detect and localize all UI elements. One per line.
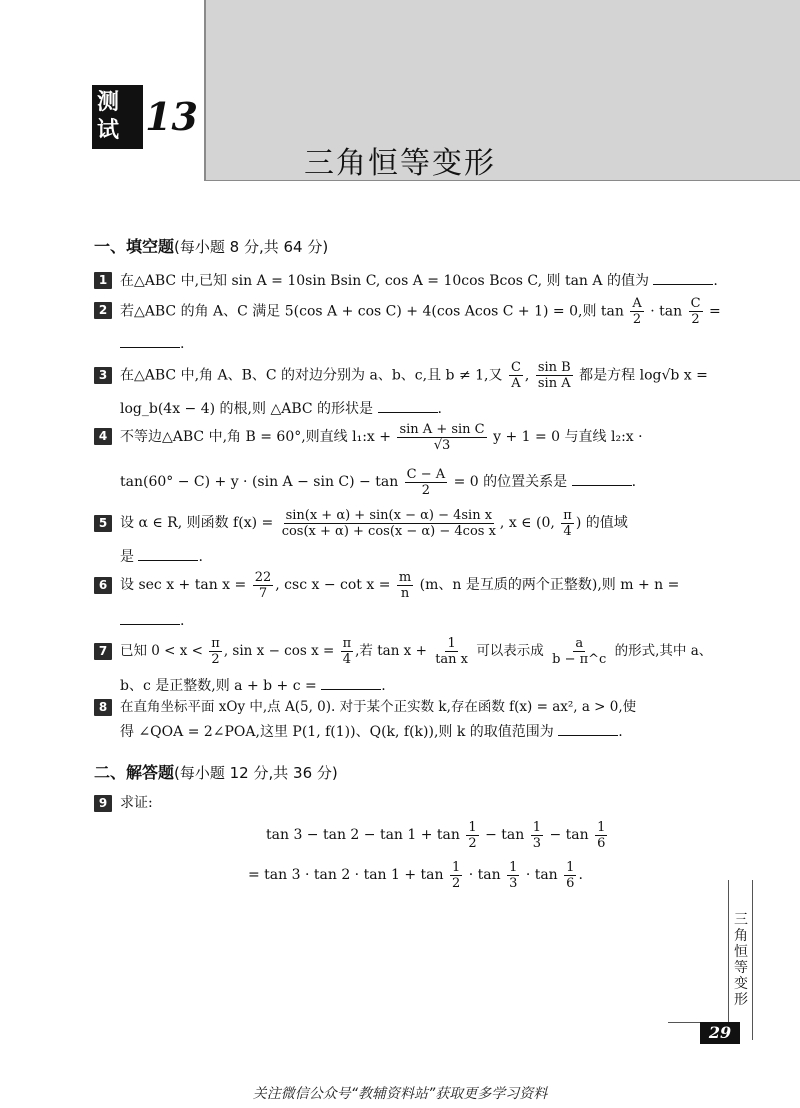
section-fill-in: [94, 234, 328, 257]
question-9: [120, 793, 153, 813]
question-text: 在△ABC 中,角 A、B、C 的对边分别为 a、b、c,且 b ≠ 1,又: [120, 367, 503, 384]
question-6: [120, 568, 679, 602]
question-text: 得 ∠QOA = 2∠POA,这里 P(1, f(1))、Q(k, f(k)),则 k 的取值范围为: [120, 724, 554, 740]
question-text: 设 α ∈ R, 则函数 f(x) =: [120, 515, 274, 531]
question-text: 都是方程 log√b x =: [579, 367, 708, 384]
answer-blank[interactable]: [138, 546, 198, 561]
question-text: 的形式,其中 a、: [614, 643, 713, 659]
question-text: 在△ABC 中,已知 sin A = 10sin Bsin C, cos A = 10cos Bcos C, 则 tan A 的值为: [120, 273, 649, 289]
question-text: 不等边△ABC 中,角 B = 60°,则直线 l₁:x +: [120, 429, 392, 445]
question-7-line-2: [120, 675, 386, 696]
section-solutions: [94, 760, 338, 783]
denominator: A: [511, 376, 521, 391]
proof-equation-line-1: [266, 818, 609, 852]
fraction-22-over-7: [253, 570, 274, 601]
denominator: 2: [452, 875, 461, 891]
equation-text: · tan: [525, 867, 558, 883]
denominator: 6: [566, 875, 575, 891]
numerator: sin(x + α) + sin(x − α) − 4sin x: [285, 507, 493, 523]
fraction-c-over-a: [509, 360, 523, 391]
question-text: 求证:: [120, 795, 153, 811]
question-number-6: 6: [94, 577, 112, 594]
numerator: π: [211, 636, 220, 651]
question-number-4: 4: [94, 428, 112, 445]
fraction-1-over-tanx: [433, 636, 470, 667]
numerator: 22: [254, 569, 272, 585]
question-text: , x ∈ (0,: [499, 515, 555, 531]
numerator: 1: [452, 859, 461, 875]
question-number-9: 9: [94, 795, 112, 812]
question-text: log_b(4x − 4) 的根,则 △ABC 的形状是: [120, 401, 374, 417]
question-5-line-2: [120, 546, 203, 567]
question-text: , sin x − cos x =: [223, 643, 335, 659]
fraction-pi-over-4: [341, 636, 354, 667]
proof-equation-line-2: [248, 858, 583, 892]
numerator: 1: [509, 859, 518, 875]
punctuation: .: [713, 273, 718, 289]
question-4: [120, 420, 643, 454]
fraction-1-over-2: [450, 860, 462, 891]
denominator: cos(x + α) + cos(x − α) − 4cos x: [281, 523, 496, 539]
numerator: C: [510, 360, 521, 375]
question-text: ) 的值域: [575, 515, 628, 531]
punctuation: .: [631, 474, 637, 490]
question-text: , csc x − cot x =: [275, 577, 391, 593]
question-8-line-2: [120, 721, 623, 742]
answer-blank[interactable]: [321, 675, 381, 690]
question-text: tan(60° − C) + y · (sin A − sin C) − tan: [120, 474, 399, 490]
question-text: 可以表示成: [476, 643, 544, 659]
fraction-a-over-b-minus-pi-c: [550, 636, 608, 667]
denominator: 2: [632, 312, 642, 327]
denominator: 7: [258, 585, 268, 601]
numerator: a: [575, 636, 584, 651]
question-4-line-2: [120, 466, 636, 498]
punctuation: .: [578, 867, 583, 883]
question-1: [120, 270, 718, 291]
question-3: [120, 360, 708, 391]
numerator: m: [398, 569, 412, 585]
question-number-5: 5: [94, 515, 112, 532]
denominator: 3: [532, 835, 542, 851]
fraction-sinb-over-sina: [536, 360, 573, 391]
denominator: 3: [509, 875, 518, 891]
equals-sign: =: [708, 303, 721, 320]
denominator: √3: [433, 437, 451, 453]
question-3-line-2: [120, 398, 442, 419]
separator: ,: [524, 367, 530, 384]
question-number-3: 3: [94, 367, 112, 384]
sidebar-rule-right: [752, 880, 753, 1040]
question-text: 在直角坐标平面 xOy 中,点 A(5, 0). 对于某个正实数 k,存在函数 f(x) = ax², a > 0,使: [120, 699, 637, 715]
answer-blank[interactable]: [120, 333, 180, 348]
question-number-2: 2: [94, 302, 112, 319]
denominator: 2: [211, 652, 220, 667]
question-8: [120, 697, 636, 717]
punctuation: .: [180, 613, 185, 629]
question-6-answer-line: [120, 610, 184, 631]
question-text: = 0 的位置关系是: [453, 474, 568, 490]
fraction-1-over-6: [595, 820, 607, 851]
punctuation: .: [618, 724, 623, 740]
denominator: sin A: [537, 376, 571, 391]
test-badge: [92, 90, 198, 143]
fraction-1-over-2: [466, 820, 478, 851]
numerator: 1: [566, 859, 575, 875]
equation-text: − tan: [549, 827, 589, 843]
page-title: 三角恒等变形: [304, 146, 496, 181]
punctuation: .: [180, 336, 185, 352]
footer-note: 关注微信公众号“教辅资料站”获取更多学习资料: [252, 1086, 548, 1102]
question-text: b、c 是正整数,则 a + b + c =: [120, 678, 317, 694]
question-2-answer-line: [120, 333, 184, 354]
answer-blank[interactable]: [572, 471, 632, 486]
denominator: 2: [421, 482, 431, 498]
question-text: · tan: [650, 303, 683, 320]
test-prefix: 测试: [92, 85, 143, 149]
denominator: 2: [468, 835, 477, 851]
fraction-pi-over-4: [561, 508, 574, 539]
equation-text: · tan: [468, 867, 501, 883]
answer-blank[interactable]: [653, 270, 713, 285]
numerator: π: [563, 507, 572, 523]
numerator: sin A + sin C: [399, 421, 485, 437]
numerator: 1: [468, 819, 477, 835]
answer-blank[interactable]: [120, 610, 180, 625]
numerator: sin B: [537, 360, 571, 375]
answer-blank[interactable]: [558, 721, 618, 736]
fraction-c-minus-a-half: [405, 467, 448, 498]
question-text: (m、n 是互质的两个正整数),则 m + n =: [419, 577, 680, 593]
question-number-1: 1: [94, 272, 112, 289]
denominator: 6: [597, 835, 606, 851]
question-text: y + 1 = 0 与直线 l₂:x ·: [493, 429, 643, 445]
denominator: n: [400, 585, 410, 601]
denominator: b − π^c: [552, 652, 607, 667]
sidebar-chapter-label: 三角恒等变形: [734, 912, 748, 1008]
section-note: (每小题 12 分,共 36 分): [174, 764, 338, 782]
numerator: C − A: [406, 466, 446, 482]
fraction-pi-over-2: [209, 636, 222, 667]
denominator: tan x: [435, 652, 469, 667]
equation-text: tan 3 − tan 2 − tan 1 + tan: [266, 827, 460, 843]
sidebar-rule-left: [728, 880, 729, 1040]
question-number-7: 7: [94, 643, 112, 660]
fraction-m-over-n: [397, 570, 413, 601]
fraction-a-half: [630, 296, 643, 327]
numerator: C: [690, 296, 701, 311]
question-text: 是: [120, 549, 134, 565]
question-2: [120, 296, 721, 327]
question-number-8: 8: [94, 699, 112, 716]
equation-text: − tan: [485, 827, 525, 843]
answer-blank[interactable]: [378, 398, 438, 413]
numerator: π: [342, 636, 352, 651]
fraction-1-over-3: [531, 820, 543, 851]
denominator: 2: [691, 312, 700, 327]
fraction-1-over-6: [564, 860, 576, 891]
question-5: [120, 506, 628, 540]
numerator: 1: [597, 819, 606, 835]
page-number: 29: [700, 1022, 740, 1044]
section-note: (每小题 8 分,共 64 分): [174, 238, 329, 256]
question-text: 若△ABC 的角 A、C 满足 5(cos A + cos C) + 4(cos Acos C + 1) = 0,则 tan: [120, 303, 624, 320]
denominator: 4: [563, 523, 572, 539]
test-number: 13: [145, 94, 198, 139]
section-title: 一、填空题: [94, 237, 175, 256]
equation-text: = tan 3 · tan 2 · tan 1 + tan: [248, 867, 444, 883]
punctuation: .: [381, 678, 386, 694]
punctuation: .: [198, 549, 203, 565]
question-text: ,若 tan x +: [355, 643, 427, 659]
fraction-sum-sines-over-root3: [397, 422, 486, 453]
numerator: 1: [532, 819, 542, 835]
fraction-function-f: [280, 508, 498, 539]
question-7: [120, 634, 712, 668]
fraction-1-over-3: [507, 860, 519, 891]
numerator: 1: [447, 636, 456, 651]
numerator: A: [632, 296, 642, 311]
fraction-c-half: [689, 296, 703, 327]
section-title: 二、解答题: [94, 763, 175, 782]
denominator: 4: [342, 652, 351, 667]
question-text: 已知 0 < x <: [120, 643, 203, 659]
question-text: 设 sec x + tan x =: [120, 577, 247, 593]
punctuation: .: [437, 401, 442, 417]
